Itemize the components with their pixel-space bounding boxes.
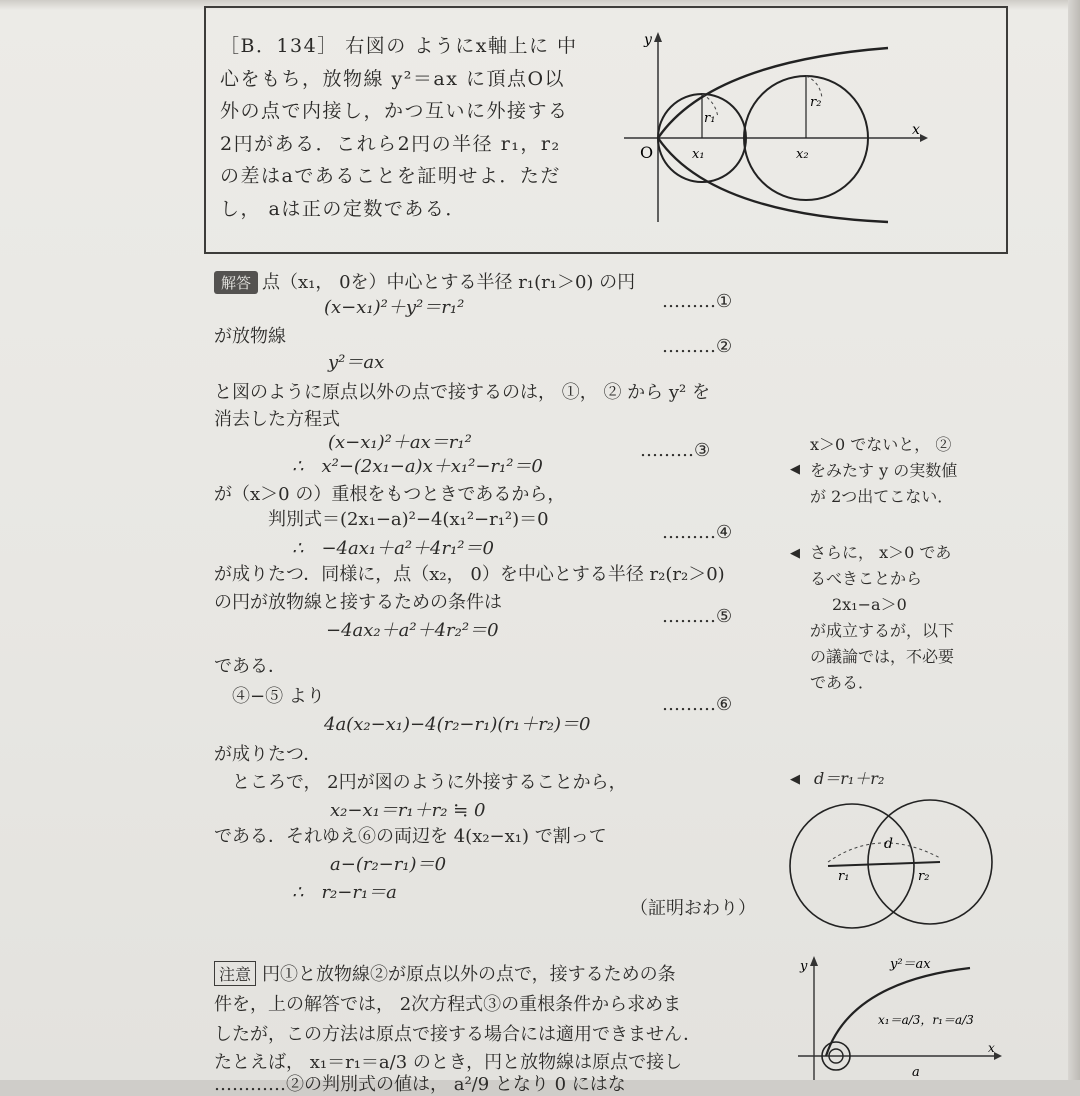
solution-text: が成りたつ． xyxy=(214,744,322,765)
equation: ∴ x²−(2x₁−a)x＋x₁²−r₁²＝0 xyxy=(292,456,543,477)
d-label: d xyxy=(884,836,893,852)
note-line: るべきことから xyxy=(810,569,923,588)
r2-label: r₂ xyxy=(918,869,930,884)
note-line: 2x₁−a＞0 xyxy=(832,595,907,614)
eq-number-1: ………① xyxy=(662,291,733,312)
caution-text: 円①と放物線②が原点以外の点で，接するための条 xyxy=(262,964,676,985)
equation: a−(r₂−r₁)＝0 xyxy=(330,854,447,875)
page-edge xyxy=(1068,0,1080,1080)
pointer-icon: ◀ xyxy=(790,772,800,787)
caution-text: たとえば， x₁＝r₁＝a/3 のとき，円と放物線は原点で接し xyxy=(214,1052,683,1073)
figure-x-arrow xyxy=(920,134,928,142)
solution-text: が成りたつ．同様に，点（x₂， 0）を中心とする半径 r₂(r₂＞0) xyxy=(214,564,725,585)
note-line: の議論では，不必要 xyxy=(810,647,955,666)
equation: ∴ −4ax₁＋a²＋4r₁²＝0 xyxy=(292,538,494,559)
eq-number-4: ………④ xyxy=(662,522,733,543)
note-line: が成立するが，以下 xyxy=(810,621,955,640)
solution-badge: 解答 xyxy=(214,271,258,294)
note-line: をみたす y の実数値 xyxy=(810,461,958,480)
note-line: である． xyxy=(810,673,875,692)
caution-badge: 注意 xyxy=(214,961,256,986)
side-note-1 xyxy=(810,432,957,510)
figure-parabola xyxy=(658,48,888,222)
equation: 判別式＝(2x₁−a)²−4(x₁²−r₁²)＝0 xyxy=(268,509,549,530)
caution-text: したが，この方法は原点で接する場合には適用できません． xyxy=(214,1024,702,1045)
caution-line-0 xyxy=(214,960,676,986)
caution-text: 件を，上の解答では， 2次方程式③の重根条件から求めま xyxy=(214,994,682,1015)
fig3-parabola xyxy=(826,968,970,1056)
eq-number-2: ………② xyxy=(662,336,733,357)
note-line: が 2つ出てこない． xyxy=(810,487,954,506)
fig3-x-arrow xyxy=(994,1052,1002,1060)
note-line: x＞0 でないと， ② xyxy=(810,435,952,454)
side-note-2 xyxy=(810,540,954,696)
two-circles-figure xyxy=(780,796,1010,936)
solution-text: と図のように原点以外の点で接するのは， ①， ② から y² を xyxy=(214,382,710,403)
origin-tangent-figure xyxy=(790,952,1010,1080)
proof-end: （証明おわり） xyxy=(630,898,756,919)
problem-figure xyxy=(620,22,930,232)
fig3-curve-label: y²＝ax xyxy=(890,957,931,972)
equation: −4ax₂＋a²＋4r₂²＝0 xyxy=(326,620,499,641)
caution-text: …………②の判別式の値は， a²/9 となり 0 にはな xyxy=(214,1074,626,1095)
equation: 4a(x₂−x₁)−4(r₂−r₁)(r₁＋r₂)＝0 xyxy=(324,714,591,735)
solution-text: ところで， 2円が図のように外接することから， xyxy=(232,772,627,793)
fig3-y-label: y xyxy=(800,959,808,974)
solution-text: 消去した方程式 xyxy=(214,409,340,430)
equation: (x−x₁)²＋ax＝r₁² xyxy=(328,432,472,453)
fig3-bottom-label: a xyxy=(912,1065,920,1080)
pointer-icon: ◀ xyxy=(790,546,800,561)
problem-line: 2円がある．これら2円の半径 r₁，r₂ xyxy=(220,132,561,155)
figure-x-label: x xyxy=(912,122,920,138)
fig3-x-label: x xyxy=(988,1041,995,1055)
figure-origin-label: O xyxy=(640,143,654,162)
problem-text xyxy=(220,30,600,225)
fig3-y-arrow xyxy=(810,956,818,966)
equation: x₂−x₁＝r₁＋r₂ ≒ 0 xyxy=(330,800,486,821)
problem-line: 心をもち，放物線 y²＝ax に頂点O以 xyxy=(220,67,566,90)
side-note-3: d＝r₁＋r₂ xyxy=(814,769,885,788)
pointer-icon: ◀ xyxy=(790,462,800,477)
equation: y²＝ax xyxy=(328,352,385,373)
equation: ∴ r₂−r₁＝a xyxy=(292,882,397,903)
solution-line-0 xyxy=(214,268,635,294)
eq-number-3: ………③ xyxy=(640,440,711,461)
eq-number-6: ………⑥ xyxy=(662,694,733,715)
r1-label: r₁ xyxy=(838,869,850,884)
fig3-cond-label: x₁＝a/3，r₁＝a/3 xyxy=(878,1013,974,1027)
problem-line: 外の点で内接し，かつ互いに外接する xyxy=(220,100,569,122)
figure-y-label: y xyxy=(644,32,652,48)
solution-text: の円が放物線と接するための条件は xyxy=(214,592,502,613)
solution-text: が放物線 xyxy=(214,326,286,347)
problem-box xyxy=(204,6,1008,254)
eq-number-5: ………⑤ xyxy=(662,606,733,627)
center-line xyxy=(828,862,940,866)
figure-x2-label: x₂ xyxy=(796,147,809,162)
problem-line: ［B．134］ 右図の ようにx軸上に 中 xyxy=(220,35,578,57)
solution-text: である．それゆえ⑥の両辺を 4(x₂−x₁) で割って xyxy=(214,826,607,847)
problem-line: の差はaであることを証明せよ．ただ xyxy=(220,165,561,187)
solution-text: が（x＞0 の）重根をもつときであるから， xyxy=(214,484,566,505)
equation: (x−x₁)²＋y²＝r₁² xyxy=(324,297,465,318)
solution-text: 点（x₁， 0を）中心とする半径 r₁(r₁＞0) の円 xyxy=(262,272,636,293)
problem-line: し， aは正の定数である． xyxy=(220,197,466,220)
solution-text: である． xyxy=(214,656,286,677)
figure-y-arrow xyxy=(654,32,662,42)
figure-r1-label: r₁ xyxy=(704,111,716,126)
figure-r2-label: r₂ xyxy=(810,95,822,110)
figure-x1-label: x₁ xyxy=(692,147,705,162)
note-line: さらに， x＞0 であ xyxy=(810,543,952,562)
solution-text: ④−⑤ より xyxy=(232,686,325,707)
